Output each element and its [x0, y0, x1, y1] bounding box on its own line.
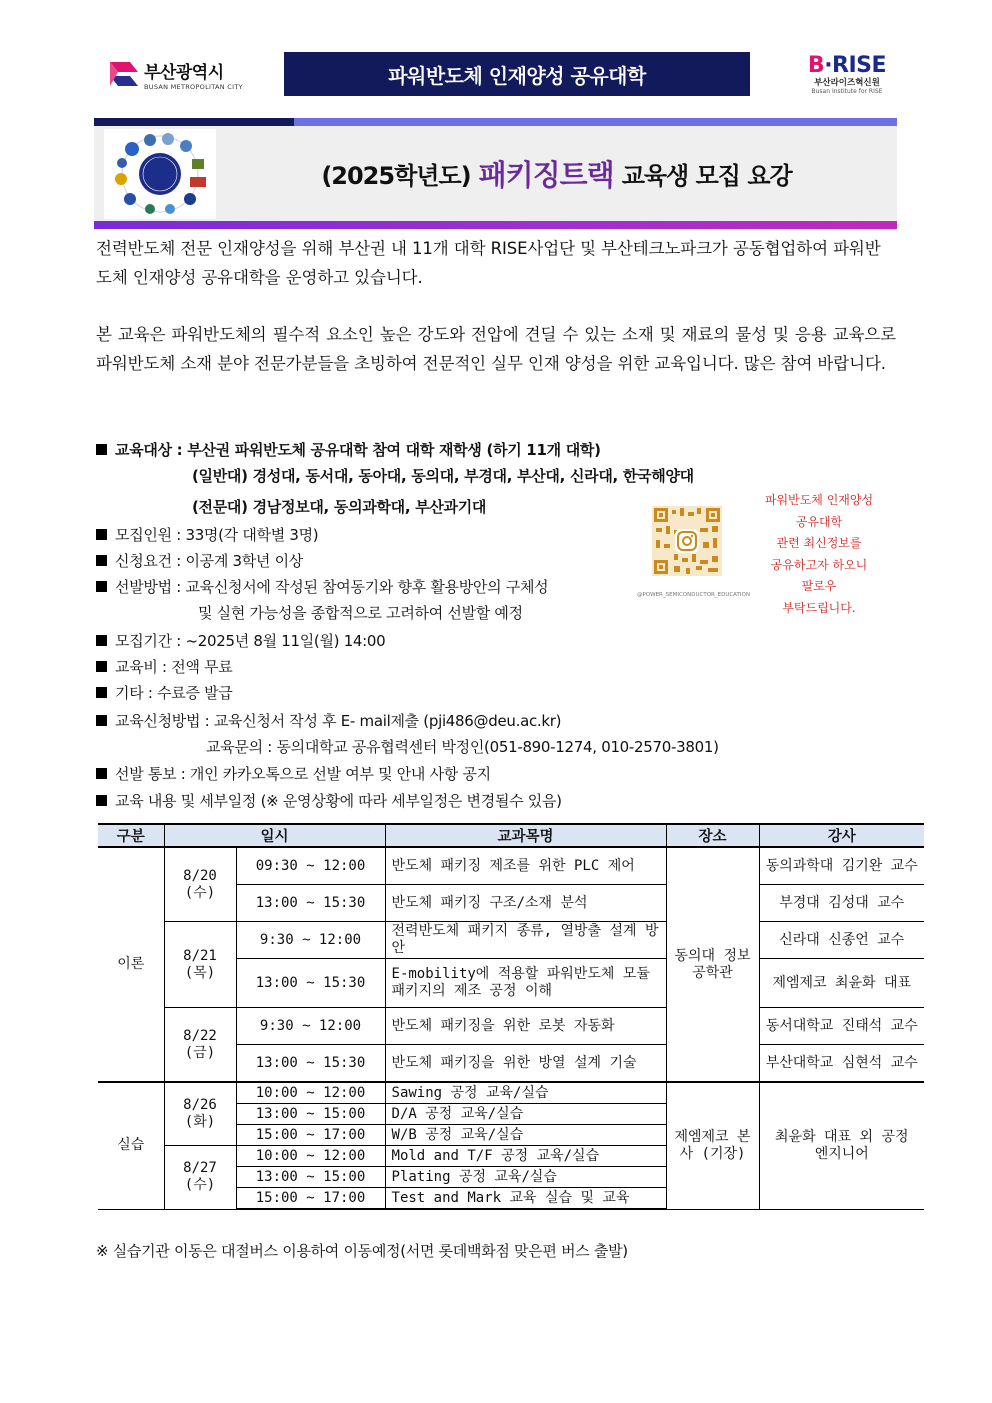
time-cell: 13:00 ~ 15:30: [236, 959, 385, 1008]
qr-caption-line: 팔로우: [801, 579, 837, 593]
instructor-cell: 신라대 신종언 교수: [759, 922, 924, 959]
table-row: [98, 1082, 924, 1104]
info-capacity: 모집인원 : 33명(각 대학별 3명): [96, 522, 318, 548]
date-cell: 8/27 (수): [164, 1146, 236, 1210]
brise-logo: [802, 54, 892, 95]
page-title: [216, 126, 897, 221]
busan-logo-icon: [108, 58, 140, 90]
subject-cell: 반도체 패키징을 위한 로봇 자동화: [385, 1008, 666, 1045]
qr-caption-line: 공유대학: [795, 514, 843, 529]
info-fee: 교육비 : 전액 무료: [96, 654, 233, 680]
instructor-cell: 동의과학대 김기완 교수: [759, 847, 924, 885]
instagram-qr-code: [637, 502, 750, 606]
table-row: [98, 847, 924, 885]
info-target-college: (전문대) 경남정보대, 동의과학대, 부산과기대: [192, 498, 487, 516]
time-cell: 10:00 ~ 12:00: [236, 1146, 385, 1167]
subject-cell: Test and Mark 교육 실습 및 교육: [385, 1188, 666, 1210]
subject-cell: 반도체 패키징 제조를 위한 PLC 제어: [385, 847, 666, 885]
info-schedule-intro: 교육 내용 및 세부일정 (※ 운영상황에 따라 세부일정은 변경될수 있음): [96, 788, 562, 814]
qr-caption: [744, 490, 894, 619]
subject-cell: E-mobility에 적용할 파워반도체 모듈 패키지의 제조 공정 이해: [385, 959, 666, 1008]
date-cell: 8/20 (수): [164, 847, 236, 922]
qr-handle: @POWER_SEMICONDUCTOR_EDUCATION: [637, 592, 750, 598]
brise-logo-b: B: [807, 53, 825, 78]
info-target-general: (일반대) 경성대, 동서대, 동아대, 동의대, 부경대, 부산대, 신라대, 한국해양대: [192, 467, 694, 485]
university-consortium-emblem: [104, 129, 216, 219]
category-theory: 이론: [98, 847, 164, 1082]
info-apply: 교육신청방법 : 교육신청서 작성 후 E- mail제출 (pji486@deu.ac.kr): [96, 708, 561, 734]
title-bar-top-dark: [94, 118, 294, 126]
qr-caption-line: 부탁드립니다.: [782, 600, 856, 615]
title-year: (2025학년도): [321, 162, 471, 190]
date-cell: 8/26 (화): [164, 1082, 236, 1146]
subject-cell: D/A 공정 교육/실습: [385, 1104, 666, 1125]
qr-code-icon: [637, 502, 737, 586]
time-cell: 13:00 ~ 15:00: [236, 1104, 385, 1125]
subject-cell: W/B 공정 교육/실습: [385, 1125, 666, 1146]
info-etc: 기타 : 수료증 발급: [96, 680, 233, 706]
instructor-cell: 부경대 김성대 교수: [759, 885, 924, 922]
bullet-square-icon: [96, 661, 107, 672]
title-bar-top-accent: [294, 118, 897, 126]
brise-logo-en: Busan Institute for RISE: [811, 88, 883, 95]
header-place: 장소: [666, 824, 759, 847]
info-selection: 선발방법 : 교육신청서에 작성된 참여동기와 향후 활용방안의 구체성: [96, 574, 548, 600]
time-cell: 09:30 ~ 12:00: [236, 847, 385, 885]
instructor-cell: 부산대학교 심현석 교수: [759, 1045, 924, 1083]
program-banner: 파워반도체 인재양성 공유대학: [284, 52, 750, 96]
bullet-square-icon: [96, 529, 107, 540]
header-category: 구분: [98, 824, 164, 847]
table-row: [98, 1008, 924, 1045]
bullet-square-icon: [96, 555, 107, 566]
header-datetime: 일시: [164, 824, 385, 847]
subject-cell: 반도체 패키징 구조/소재 분석: [385, 885, 666, 922]
footnote: ※ 실습기관 이동은 대절버스 이용하여 이동예정(서면 롯데백화점 맞은편 버스 출발): [96, 1242, 628, 1260]
subject-cell: Plating 공정 교육/실습: [385, 1167, 666, 1188]
time-cell: 10:00 ~ 12:00: [236, 1082, 385, 1104]
time-cell: 13:00 ~ 15:00: [236, 1167, 385, 1188]
schedule-table: [98, 823, 924, 1210]
time-cell: 9:30 ~ 12:00: [236, 922, 385, 959]
time-cell: 15:00 ~ 17:00: [236, 1125, 385, 1146]
bullet-square-icon: [96, 581, 107, 592]
info-inquiry: 교육문의 : 동의대학교 공유협력센터 박정인(051-890-1274, 010-2570-3801): [206, 738, 719, 756]
title-suffix: 교육생 모집 요강: [621, 162, 792, 190]
qr-caption-line: 관련 최신정보를: [776, 536, 862, 550]
bullet-square-icon: [96, 795, 107, 806]
header-subject: 교과목명: [385, 824, 666, 847]
consortium-emblem-icon: [104, 129, 216, 219]
busan-city-logo: [108, 56, 243, 92]
bullet-square-icon: [96, 715, 107, 726]
title-track: 패키징트랙: [478, 158, 614, 192]
time-cell: 9:30 ~ 12:00: [236, 1008, 385, 1045]
place-theory: 동의대 정보공학관: [666, 847, 759, 1082]
busan-logo-sub: BUSAN METROPOLITAN CITY: [144, 82, 243, 91]
qr-caption-line: 파워반도체 인재양성: [764, 493, 874, 507]
time-cell: 15:00 ~ 17:00: [236, 1188, 385, 1210]
instructor-cell: 동서대학교 진태석 교수: [759, 1008, 924, 1045]
subject-cell: 전력반도체 패키지 종류, 열방출 설계 방안: [385, 922, 666, 959]
category-practice: 실습: [98, 1082, 164, 1209]
bullet-square-icon: [96, 687, 107, 698]
instructor-practice: 최윤화 대표 외 공정 엔지니어: [759, 1082, 924, 1209]
info-notice: 선발 통보 : 개인 카카오톡으로 선발 여부 및 안내 사항 공지: [96, 761, 491, 787]
table-row: [98, 922, 924, 959]
busan-logo-name: 부산광역시: [144, 62, 224, 83]
info-period: 모집기간 : ~2025년 8월 11일(월) 14:00: [96, 628, 385, 654]
info-selection-cont: 및 실현 가능성을 종합적으로 고려하여 선발할 예정: [198, 604, 523, 622]
header-instructor: 강사: [759, 824, 924, 847]
bullet-square-icon: [96, 444, 107, 455]
place-practice: 제엠제코 본사 (기장): [666, 1082, 759, 1209]
brise-logo-sub: 부산라이즈혁신원: [814, 78, 880, 88]
brise-logo-rise: ·RISE: [824, 53, 887, 78]
intro-paragraph-1: 전력반도체 전문 인재양성을 위해 부산권 내 11개 대학 RISE사업단 및 부산테크노파크가 공동협업하여 파워반도체 인재양성 공유대학을 운영하고 있습니다.: [96, 239, 881, 287]
time-cell: 13:00 ~ 15:30: [236, 1045, 385, 1083]
instructor-cell: 제엠제코 최윤화 대표: [759, 959, 924, 1008]
bullet-square-icon: [96, 768, 107, 779]
subject-cell: 반도체 패키징을 위한 방열 설계 기술: [385, 1045, 666, 1083]
bullet-square-icon: [96, 635, 107, 646]
intro-paragraph-2: 본 교육은 파워반도체의 필수적 요소인 높은 강도와 전압에 견딜 수 있는 소재 및 재료의 물성 및 응용 교육으로 파워반도체 소재 분야 전문가분들을 초빙하여 전문적인 실무 인재 양성을 위한 교육입니다. 많은 참여 바랍니다.: [96, 325, 896, 373]
date-cell: 8/22 (금): [164, 1008, 236, 1083]
date-cell: 8/21 (목): [164, 922, 236, 1008]
subject-cell: Sawing 공정 교육/실습: [385, 1082, 666, 1104]
title-bar-bottom-gradient: [94, 221, 897, 229]
qr-caption-line: 공유하고자 하오니: [770, 557, 868, 572]
info-requirement: 신청요건 : 이공계 3학년 이상: [96, 548, 303, 574]
time-cell: 13:00 ~ 15:30: [236, 885, 385, 922]
subject-cell: Mold and T/F 공정 교육/실습: [385, 1146, 666, 1167]
info-target: 교육대상 : 부산권 파워반도체 공유대학 참여 대학 재학생 (하기 11개 대학): [96, 437, 601, 463]
